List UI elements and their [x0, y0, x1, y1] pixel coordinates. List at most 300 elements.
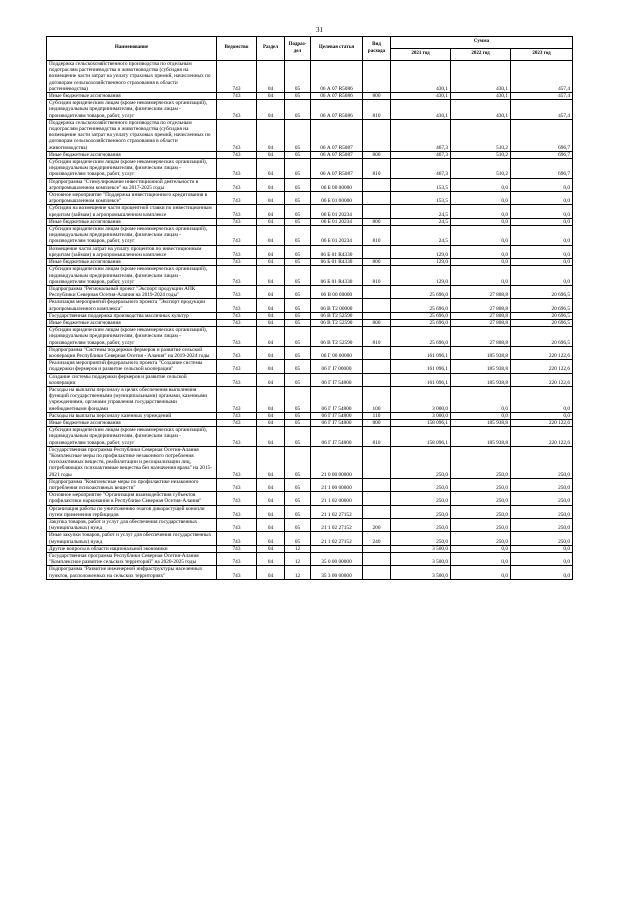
cell-razdel: 04 — [257, 327, 285, 347]
cell-cs: 06 Б 01 20234 — [311, 226, 363, 246]
table-row — [47, 100, 573, 120]
cell-cs: 06 Г 00 00000 — [311, 346, 363, 359]
cell-2022: 27 808,8 — [451, 299, 511, 312]
table-row — [47, 327, 573, 347]
table-row — [47, 259, 573, 266]
cell-podrazdel: 05 — [285, 419, 311, 426]
cell-2021: 3 500,0 — [391, 566, 451, 579]
table-body — [47, 61, 573, 580]
cell-razdel: 04 — [257, 266, 285, 286]
cell-2022: 0,0 — [451, 178, 511, 191]
cell-vr: 800 — [363, 218, 391, 225]
cell-cs: 21 1 00 00000 — [311, 478, 363, 491]
cell-2021: 158 096,1 — [391, 419, 451, 426]
cell-ved: 743 — [217, 360, 257, 373]
cell-cs: 06 А 07 R5086 — [311, 100, 363, 120]
cell-2022: 27 808,8 — [451, 312, 511, 319]
cell-vr — [363, 553, 391, 566]
table-row — [47, 218, 573, 225]
cell-2023: 0,0 — [511, 566, 573, 579]
cell-name: Иные бюджетные ассигнования — [47, 151, 217, 158]
cell-ved: 743 — [217, 373, 257, 386]
cell-name: Подпрограмма "Системы поддержки фермеров и развитие сельской кооперации Республики Северная Осетия - Алания" на 2019-2024 годы — [47, 346, 217, 359]
cell-ved: 743 — [217, 299, 257, 312]
cell-ved: 743 — [217, 178, 257, 191]
cell-vr: 800 — [363, 319, 391, 326]
header-ved: Ведомство — [217, 37, 257, 61]
cell-podrazdel: 05 — [285, 386, 311, 412]
cell-razdel: 04 — [257, 553, 285, 566]
cell-vr — [363, 245, 391, 258]
cell-2022: 250,0 — [451, 492, 511, 505]
cell-vr — [363, 178, 391, 191]
cell-ved: 743 — [217, 159, 257, 179]
cell-razdel: 04 — [257, 519, 285, 532]
table-row — [47, 446, 573, 478]
cell-2021: 25 696,0 — [391, 312, 451, 319]
cell-vr — [363, 478, 391, 491]
cell-2021: 3 500,0 — [391, 553, 451, 566]
cell-2021: 430,1 — [391, 61, 451, 93]
cell-2022: 0,0 — [451, 245, 511, 258]
header-year-2021: 2021 год — [391, 49, 451, 61]
cell-name: Расходы на выплаты персоналу в целях обеспечения выполнения функций государственными (муниципальными) органами, казенными учреждениями, органами управления государственными внебюджетными фондами — [47, 386, 217, 412]
cell-ved: 743 — [217, 245, 257, 258]
cell-2023: 20 696,5 — [511, 285, 573, 298]
cell-2022: 430,1 — [451, 93, 511, 100]
table-row — [47, 566, 573, 579]
cell-name: Субсидии юридическим лицам (кроме некоммерческих организаций), индивидуальным предпринимателям, физическим лицам - производителям товаров, работ, услуг — [47, 226, 217, 246]
header-cs: Целевая статья — [311, 37, 363, 61]
cell-ved: 743 — [217, 519, 257, 532]
cell-2022: 185 938,8 — [451, 427, 511, 447]
cell-podrazdel: 05 — [285, 532, 311, 545]
cell-razdel: 04 — [257, 151, 285, 158]
cell-razdel: 04 — [257, 100, 285, 120]
cell-vr: 810 — [363, 159, 391, 179]
cell-vr — [363, 505, 391, 518]
cell-vr — [363, 61, 391, 93]
cell-vr: 810 — [363, 327, 391, 347]
cell-ved: 743 — [217, 93, 257, 100]
cell-podrazdel: 05 — [285, 360, 311, 373]
cell-2021: 250,0 — [391, 532, 451, 545]
cell-podrazdel: 05 — [285, 346, 311, 359]
cell-cs: 06 В 00 00000 — [311, 285, 363, 298]
cell-razdel: 04 — [257, 360, 285, 373]
table-row — [47, 553, 573, 566]
cell-cs: 21 1 02 27152 — [311, 532, 363, 545]
cell-ved: 743 — [217, 505, 257, 518]
cell-vr — [363, 346, 391, 359]
cell-2022: 185 938,8 — [451, 346, 511, 359]
cell-2022: 27 808,8 — [451, 319, 511, 326]
header-vr: Вид расхода — [363, 37, 391, 61]
cell-podrazdel: 05 — [285, 259, 311, 266]
cell-2023: 457,4 — [511, 93, 573, 100]
cell-name: Закупка товаров, работ и услуг для обеспечения государственных (муниципальных) нужд — [47, 519, 217, 532]
cell-cs — [311, 545, 363, 552]
cell-name: Создание системы поддержки фермеров и развитие сельской кооперации — [47, 373, 217, 386]
cell-2021: 25 696,0 — [391, 319, 451, 326]
cell-2022: 0,0 — [451, 266, 511, 286]
cell-razdel: 04 — [257, 192, 285, 205]
table-row — [47, 386, 573, 412]
header-year-2023: 2023 год — [511, 49, 573, 61]
cell-2023: 20 696,5 — [511, 327, 573, 347]
table-row — [47, 151, 573, 158]
cell-podrazdel: 05 — [285, 519, 311, 532]
cell-2021: 250,0 — [391, 519, 451, 532]
cell-vr — [363, 566, 391, 579]
cell-razdel: 04 — [257, 446, 285, 478]
cell-2023: 220 122,6 — [511, 373, 573, 386]
cell-razdel: 04 — [257, 412, 285, 419]
cell-2021: 250,0 — [391, 492, 451, 505]
table-row — [47, 205, 573, 218]
table-row — [47, 226, 573, 246]
cell-2022: 250,0 — [451, 519, 511, 532]
table-row — [47, 492, 573, 505]
cell-podrazdel: 05 — [285, 312, 311, 319]
cell-2021: 129,0 — [391, 259, 451, 266]
cell-podrazdel: 12 — [285, 566, 311, 579]
cell-2023: 220 122,6 — [511, 419, 573, 426]
cell-2023: 220 122,6 — [511, 346, 573, 359]
cell-cs: 06 В Т2 52590 — [311, 319, 363, 326]
cell-razdel: 04 — [257, 159, 285, 179]
cell-vr — [363, 312, 391, 319]
cell-2021: 3 000,0 — [391, 386, 451, 412]
cell-2021: 24,5 — [391, 205, 451, 218]
cell-razdel: 04 — [257, 93, 285, 100]
cell-podrazdel: 05 — [285, 61, 311, 93]
cell-razdel: 04 — [257, 259, 285, 266]
cell-ved: 743 — [217, 151, 257, 158]
cell-vr — [363, 545, 391, 552]
cell-podrazdel: 05 — [285, 205, 311, 218]
cell-2023: 0,0 — [511, 412, 573, 419]
cell-2021: 24,5 — [391, 218, 451, 225]
cell-podrazdel: 05 — [285, 299, 311, 312]
cell-cs: 06 Б 01 R4330 — [311, 266, 363, 286]
cell-name: Субсидии юридическим лицам (кроме некоммерческих организаций), индивидуальным предпринимателям, физическим лицам - производителям товаров, работ, услуг — [47, 100, 217, 120]
cell-ved: 743 — [217, 412, 257, 419]
cell-ved: 743 — [217, 192, 257, 205]
table-row — [47, 346, 573, 359]
cell-2021: 161 096,1 — [391, 360, 451, 373]
cell-name: Основное мероприятие "Поддержка инвестиционного кредитования в агропромышленном комплексе" — [47, 192, 217, 205]
cell-vr: 200 — [363, 519, 391, 532]
cell-ved: 743 — [217, 266, 257, 286]
cell-razdel: 04 — [257, 566, 285, 579]
table-row — [47, 93, 573, 100]
cell-ved: 743 — [217, 446, 257, 478]
cell-ved: 743 — [217, 61, 257, 93]
table-row — [47, 319, 573, 326]
cell-2023: 0,0 — [511, 545, 573, 552]
cell-2023: 457,4 — [511, 100, 573, 120]
table-row — [47, 285, 573, 298]
cell-ved: 743 — [217, 419, 257, 426]
cell-2023: 696,7 — [511, 119, 573, 151]
cell-2023: 0,0 — [511, 386, 573, 412]
cell-ved: 743 — [217, 205, 257, 218]
cell-2023: 0,0 — [511, 266, 573, 286]
cell-2023: 0,0 — [511, 205, 573, 218]
table-row — [47, 119, 573, 151]
cell-2021: 158 096,1 — [391, 427, 451, 447]
cell-2023: 220 122,6 — [511, 360, 573, 373]
cell-2021: 467,3 — [391, 159, 451, 179]
cell-vr: 100 — [363, 386, 391, 412]
cell-cs: 06 А 07 R5087 — [311, 119, 363, 151]
cell-podrazdel: 05 — [285, 226, 311, 246]
cell-vr: 810 — [363, 266, 391, 286]
cell-vr: 800 — [363, 151, 391, 158]
cell-2022: 0,0 — [451, 205, 511, 218]
cell-ved: 743 — [217, 100, 257, 120]
cell-cs: 06 А 07 R5086 — [311, 61, 363, 93]
header-name: Наименование — [47, 37, 217, 61]
cell-cs: 21 0 00 00000 — [311, 446, 363, 478]
cell-podrazdel: 05 — [285, 427, 311, 447]
cell-2021: 250,0 — [391, 446, 451, 478]
table-row — [47, 412, 573, 419]
cell-razdel: 04 — [257, 285, 285, 298]
cell-2023: 250,0 — [511, 505, 573, 518]
cell-name: Реализация мероприятий федерального проекта "Создание системы поддержки фермеров и развитие сельской кооперации" — [47, 360, 217, 373]
cell-ved: 743 — [217, 259, 257, 266]
cell-razdel: 04 — [257, 346, 285, 359]
cell-podrazdel: 05 — [285, 327, 311, 347]
cell-2022: 0,0 — [451, 553, 511, 566]
cell-vr: 800 — [363, 259, 391, 266]
cell-ved: 743 — [217, 285, 257, 298]
cell-razdel: 04 — [257, 386, 285, 412]
cell-ved: 743 — [217, 427, 257, 447]
cell-cs: 21 1 02 27152 — [311, 505, 363, 518]
cell-vr — [363, 119, 391, 151]
cell-name: Иные закупки товаров, работ и услуг для обеспечения государственных (муниципальных) нужд — [47, 532, 217, 545]
cell-2023: 220 122,6 — [511, 427, 573, 447]
header-razdel: Раздел — [257, 37, 285, 61]
cell-razdel: 04 — [257, 545, 285, 552]
cell-2022: 0,0 — [451, 545, 511, 552]
cell-vr: 800 — [363, 93, 391, 100]
cell-2022: 0,0 — [451, 386, 511, 412]
cell-2021: 129,0 — [391, 266, 451, 286]
cell-2021: 161 096,1 — [391, 373, 451, 386]
cell-ved: 743 — [217, 319, 257, 326]
cell-2022: 510,2 — [451, 151, 511, 158]
cell-cs: 06 Б 01 20234 — [311, 205, 363, 218]
cell-2023: 250,0 — [511, 519, 573, 532]
cell-2022: 27 808,8 — [451, 327, 511, 347]
cell-2023: 696,7 — [511, 159, 573, 179]
cell-name: Иные бюджетные ассигнования — [47, 319, 217, 326]
cell-razdel: 04 — [257, 245, 285, 258]
table-row — [47, 360, 573, 373]
cell-2021: 153,5 — [391, 192, 451, 205]
cell-vr — [363, 446, 391, 478]
cell-podrazdel: 12 — [285, 553, 311, 566]
cell-razdel: 04 — [257, 218, 285, 225]
header-sum: Сумма — [391, 37, 573, 49]
cell-ved: 743 — [217, 532, 257, 545]
header-year-2022: 2022 год — [451, 49, 511, 61]
cell-cs: 06 Г I7 54800 — [311, 373, 363, 386]
cell-ved: 743 — [217, 566, 257, 579]
cell-2023: 0,0 — [511, 192, 573, 205]
cell-name: Субсидии юридическим лицам (кроме некоммерческих организаций), индивидуальным предпринимателям, физическим лицам - производителям товаров, работ, услуг — [47, 327, 217, 347]
cell-podrazdel: 05 — [285, 285, 311, 298]
cell-name: Иные бюджетные ассигнования — [47, 93, 217, 100]
cell-razdel: 04 — [257, 61, 285, 93]
table-row — [47, 178, 573, 191]
cell-ved: 743 — [217, 545, 257, 552]
cell-podrazdel: 05 — [285, 478, 311, 491]
cell-razdel: 04 — [257, 419, 285, 426]
cell-cs: 06 В Т2 52590 — [311, 327, 363, 347]
cell-vr: 240 — [363, 532, 391, 545]
cell-podrazdel: 05 — [285, 100, 311, 120]
cell-2022: 0,0 — [451, 259, 511, 266]
cell-2022: 0,0 — [451, 192, 511, 205]
cell-2021: 467,3 — [391, 151, 451, 158]
table-row — [47, 192, 573, 205]
cell-2021: 153,5 — [391, 178, 451, 191]
cell-2021: 250,0 — [391, 505, 451, 518]
cell-vr — [363, 192, 391, 205]
cell-2022: 250,0 — [451, 505, 511, 518]
cell-cs: 06 Б 01 R4330 — [311, 259, 363, 266]
cell-razdel: 04 — [257, 373, 285, 386]
cell-podrazdel: 05 — [285, 218, 311, 225]
cell-razdel: 04 — [257, 492, 285, 505]
cell-name: Другие вопросы в области национальной экономики — [47, 545, 217, 552]
cell-2023: 0,0 — [511, 259, 573, 266]
cell-ved: 743 — [217, 218, 257, 225]
table-row — [47, 61, 573, 93]
cell-cs: 06 Б 00 00000 — [311, 178, 363, 191]
cell-2021: 430,1 — [391, 93, 451, 100]
cell-ved: 743 — [217, 478, 257, 491]
table-row — [47, 373, 573, 386]
cell-vr — [363, 373, 391, 386]
cell-2022: 510,2 — [451, 159, 511, 179]
table-row — [47, 519, 573, 532]
cell-razdel: 04 — [257, 478, 285, 491]
cell-2023: 250,0 — [511, 446, 573, 478]
cell-razdel: 04 — [257, 319, 285, 326]
cell-cs: 35 3 00 00000 — [311, 566, 363, 579]
cell-name: Субсидии юридическим лицам (кроме некоммерческих организаций), индивидуальным предпринимателям, физическим лицам - производителям товаров, работ, услуг — [47, 159, 217, 179]
cell-ved: 743 — [217, 346, 257, 359]
cell-vr — [363, 492, 391, 505]
cell-name: Субсидии юридическим лицам (кроме некоммерческих организаций), индивидуальным предпринимателям, физическим лицам - производителям товаров, работ, услуг — [47, 266, 217, 286]
cell-2021: 25 696,0 — [391, 285, 451, 298]
cell-name: Подпрограмма "Развитие инженерной инфраструктуры населенных пунктов, расположенных на сельских территориях" — [47, 566, 217, 579]
cell-2022: 0,0 — [451, 412, 511, 419]
cell-cs: 06 В Т2 52590 — [311, 312, 363, 319]
cell-vr: 110 — [363, 412, 391, 419]
cell-name: Иные бюджетные ассигнования — [47, 259, 217, 266]
cell-podrazdel: 05 — [285, 446, 311, 478]
header-podrazdel: Подраз-дел — [285, 37, 311, 61]
cell-podrazdel: 05 — [285, 505, 311, 518]
cell-2023: 20 696,5 — [511, 299, 573, 312]
cell-2023: 457,4 — [511, 61, 573, 93]
cell-2023: 0,0 — [511, 226, 573, 246]
cell-name: Реализация мероприятий федерального проекта "Экспорт продукции агропромышленного комплекса" — [47, 299, 217, 312]
cell-2022: 510,2 — [451, 119, 511, 151]
cell-2023: 0,0 — [511, 178, 573, 191]
cell-cs: 35 0 00 00000 — [311, 553, 363, 566]
cell-razdel: 04 — [257, 299, 285, 312]
cell-name: Основное мероприятие "Организация взаимодействия субъектов профилактики наркомании в Республике Северная Осетия-Алания" — [47, 492, 217, 505]
cell-razdel: 04 — [257, 427, 285, 447]
cell-vr — [363, 285, 391, 298]
cell-cs: 06 Г I7 54800 — [311, 427, 363, 447]
cell-name: Государственная программа Республики Северная Осетия-Алания "Комплексные меры по профилактике незаконного потребления психоактивных веществ, реабилитации и ресоциализации лиц, потребляющих психоактивные вещества без назначения врача" на 2015-2021 годы — [47, 446, 217, 478]
cell-2022: 250,0 — [451, 446, 511, 478]
cell-podrazdel: 05 — [285, 373, 311, 386]
cell-2022: 185 938,8 — [451, 419, 511, 426]
cell-name: Государственная программа Республики Северная Осетия-Алания "Комплексное развитие сельских территорий" на 2020-2025 годы — [47, 553, 217, 566]
cell-podrazdel: 05 — [285, 245, 311, 258]
cell-cs: 21 1 02 27152 — [311, 519, 363, 532]
cell-razdel: 04 — [257, 205, 285, 218]
cell-cs: 06 Г I7 54800 — [311, 419, 363, 426]
table-row — [47, 532, 573, 545]
cell-podrazdel: 05 — [285, 319, 311, 326]
cell-2022: 250,0 — [451, 478, 511, 491]
cell-name: Государственная поддержка производства масличных культур — [47, 312, 217, 319]
cell-name: Иные бюджетные ассигнования — [47, 218, 217, 225]
cell-podrazdel: 12 — [285, 545, 311, 552]
cell-razdel: 04 — [257, 312, 285, 319]
cell-name: Подпрограмма "Региональный проект "Экспорт продукции АПК Республики Северная Осетия-Алания на 2019-2024 годы" — [47, 285, 217, 298]
cell-2023: 20 696,5 — [511, 312, 573, 319]
cell-2022: 250,0 — [451, 532, 511, 545]
cell-podrazdel: 05 — [285, 266, 311, 286]
cell-razdel: 04 — [257, 532, 285, 545]
cell-cs: 06 Б 01 00000 — [311, 192, 363, 205]
cell-2022: 430,1 — [451, 61, 511, 93]
cell-2022: 185 938,8 — [451, 373, 511, 386]
cell-vr: 810 — [363, 226, 391, 246]
cell-razdel: 04 — [257, 505, 285, 518]
cell-name: Поддержка сельскохозяйственного производства по отдельным подотраслям растениеводства и животноводства (субсидия на возмещение части затрат на уплату страховых премий, начисленных по договорам сельскохозяйственного страхования в области животноводства) — [47, 119, 217, 151]
table-row — [47, 159, 573, 179]
cell-vr: 810 — [363, 427, 391, 447]
cell-cs: 06 А 07 R5086 — [311, 93, 363, 100]
cell-2021: 161 096,1 — [391, 346, 451, 359]
cell-name: Организация работы по уничтожению очагов дикорастущей конопли путем применения гербицидов — [47, 505, 217, 518]
cell-ved: 743 — [217, 119, 257, 151]
cell-name: Субсидии юридическим лицам (кроме некоммерческих организаций), индивидуальным предпринимателям, физическим лицам - производителям товаров, работ, услуг — [47, 427, 217, 447]
cell-podrazdel: 05 — [285, 178, 311, 191]
table-row — [47, 427, 573, 447]
cell-name: Иные бюджетные ассигнования — [47, 419, 217, 426]
cell-name: Подпрограмма "Комплексные меры по профилактике незаконного потребления психоактивных веществ" — [47, 478, 217, 491]
cell-cs: 06 Б 01 20234 — [311, 218, 363, 225]
cell-2023: 696,7 — [511, 151, 573, 158]
cell-podrazdel: 05 — [285, 192, 311, 205]
cell-2021: 24,5 — [391, 226, 451, 246]
cell-2021: 25 696,0 — [391, 299, 451, 312]
